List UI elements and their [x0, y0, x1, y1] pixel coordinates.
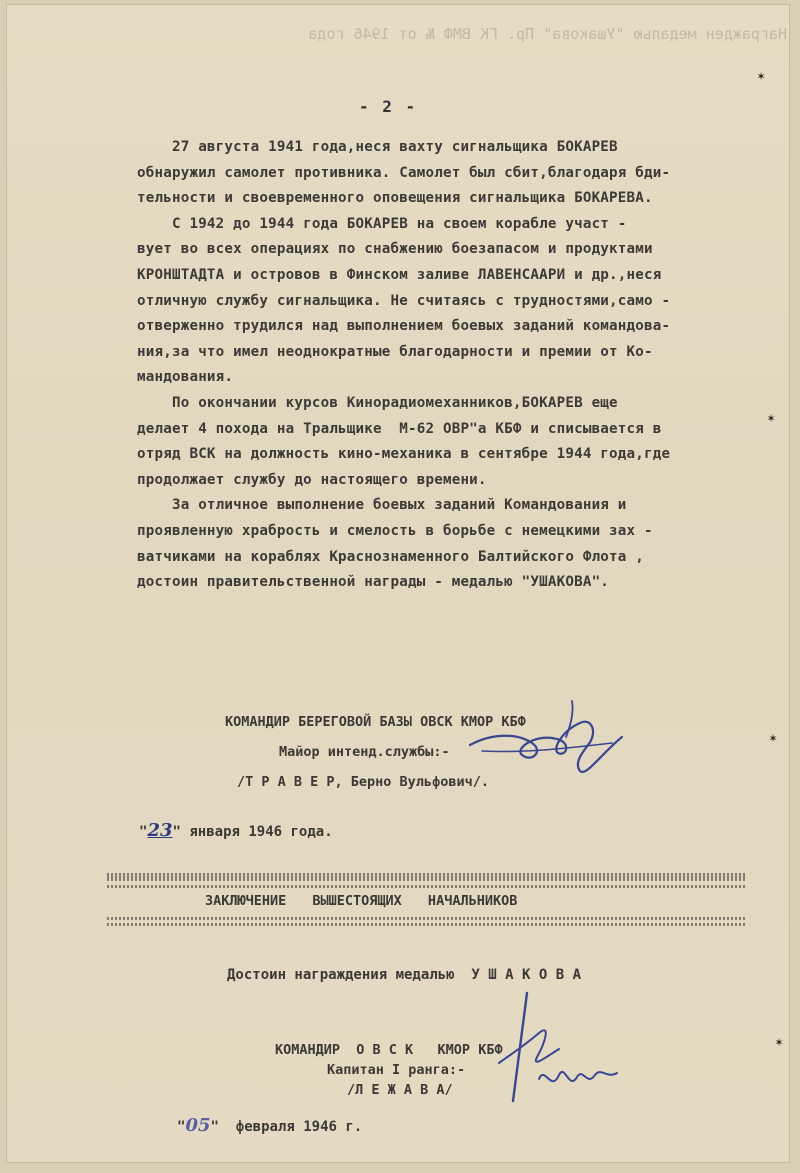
body-line: отряд ВСК на должность кино-механика в сентябре 1944 года,где [137, 446, 671, 463]
divider-line [107, 917, 747, 920]
body-line: КРОНШТАДТА и островов в Финском заливе ЛАВЕНСААРИ и др.,неся [137, 266, 662, 283]
body-line: мандования. [137, 369, 234, 386]
signatory-name: /Т Р А В Е Р, Берно Вульфович/. [237, 774, 489, 790]
date-february [177, 1115, 362, 1136]
signatory-rank: Капитан I ранга:- [327, 1062, 466, 1078]
handwritten-day: 23 [147, 820, 173, 841]
date-january [139, 820, 333, 841]
body-line: По окончании курсов Кинорадиомеханников,БОКАРЕВ еще [137, 394, 618, 411]
signatory-rank: Майор интенд.службы:- [279, 744, 450, 760]
binding-hole-icon: ✶ [767, 411, 775, 426]
body-line: отличную службу сигнальщика. Не считаясь с трудностями,само - [137, 292, 671, 309]
quote-mark: " [177, 1119, 186, 1135]
body-line: 27 августа 1941 года,неся вахту сигнальщика БОКАРЕВ [137, 139, 618, 155]
binding-hole-icon: ✶ [769, 731, 777, 746]
body-line: ния,за что имел неоднократные благодарности и премии от Ко- [137, 343, 653, 360]
binding-hole-icon: ✶ [757, 69, 765, 84]
body-line: вует во всех операциях по снабжению боезапасом и продуктами [137, 241, 653, 258]
document-page [6, 4, 790, 1163]
body-line: продолжает службу до настоящего времени. [137, 471, 487, 488]
signatory-title: КОМАНДИР БЕРЕГОВОЙ БАЗЫ ОВСК КМОР КБФ [225, 714, 526, 730]
handwritten-signature-lezhava [479, 983, 629, 1113]
body-line: тельности и своевременного оповещения сигнальщика БОКАРЕВА. [137, 190, 653, 207]
divider-line [107, 923, 747, 926]
page-number: - 2 - [359, 97, 418, 116]
bleed-through-text: Награжден медалью "Ушакова" Пр. ГК ВМФ № от 1946 года [308, 25, 787, 43]
date-rest: " января 1946 года. [172, 824, 333, 840]
body-line: отверженно трудился над выполнением боевых заданий командова- [137, 318, 671, 335]
body-line: ватчиками на кораблях Краснознаменного Балтийского Флота , [137, 548, 645, 565]
conclusion-title: ЗАКЛЮЧЕНИЕ ВЫШЕСТОЯЩИХ НАЧАЛЬНИКОВ [205, 893, 518, 909]
body-line: За отличное выполнение боевых заданий Командования и [137, 497, 627, 514]
quote-mark: " [139, 824, 148, 840]
body-line: обнаружил самолет противника. Самолет был сбит,благодаря бди- [137, 164, 671, 181]
award-recommendation: Достоин награждения медалью У Ш А К О В А [227, 967, 582, 983]
body-line: делает 4 похода на Тральщике М-62 ОВР"а КБФ и списывается в [137, 420, 662, 437]
body-line: проявленную храбрость и смелость в борьбе с немецкими зах - [137, 522, 653, 539]
handwritten-signature-traver [462, 693, 632, 788]
handwritten-day: 05 [185, 1115, 211, 1136]
signatory-title: КОМАНДИР О В С К КМОР КБФ [275, 1042, 503, 1058]
date-rest: " февраля 1946 г. [210, 1119, 363, 1135]
divider-line [107, 885, 747, 888]
divider-line [107, 873, 747, 881]
body-text [137, 135, 737, 596]
binding-hole-icon: ✶ [775, 1035, 783, 1050]
body-line: достоин правительственной награды - медалью "УШАКОВА". [137, 574, 610, 591]
body-line: С 1942 до 1944 года БОКАРЕВ на своем корабле участ - [137, 215, 627, 232]
ovsk-commander-signature-block [275, 1040, 503, 1100]
signatory-name: /Л Е Ж А В А/ [347, 1082, 453, 1098]
